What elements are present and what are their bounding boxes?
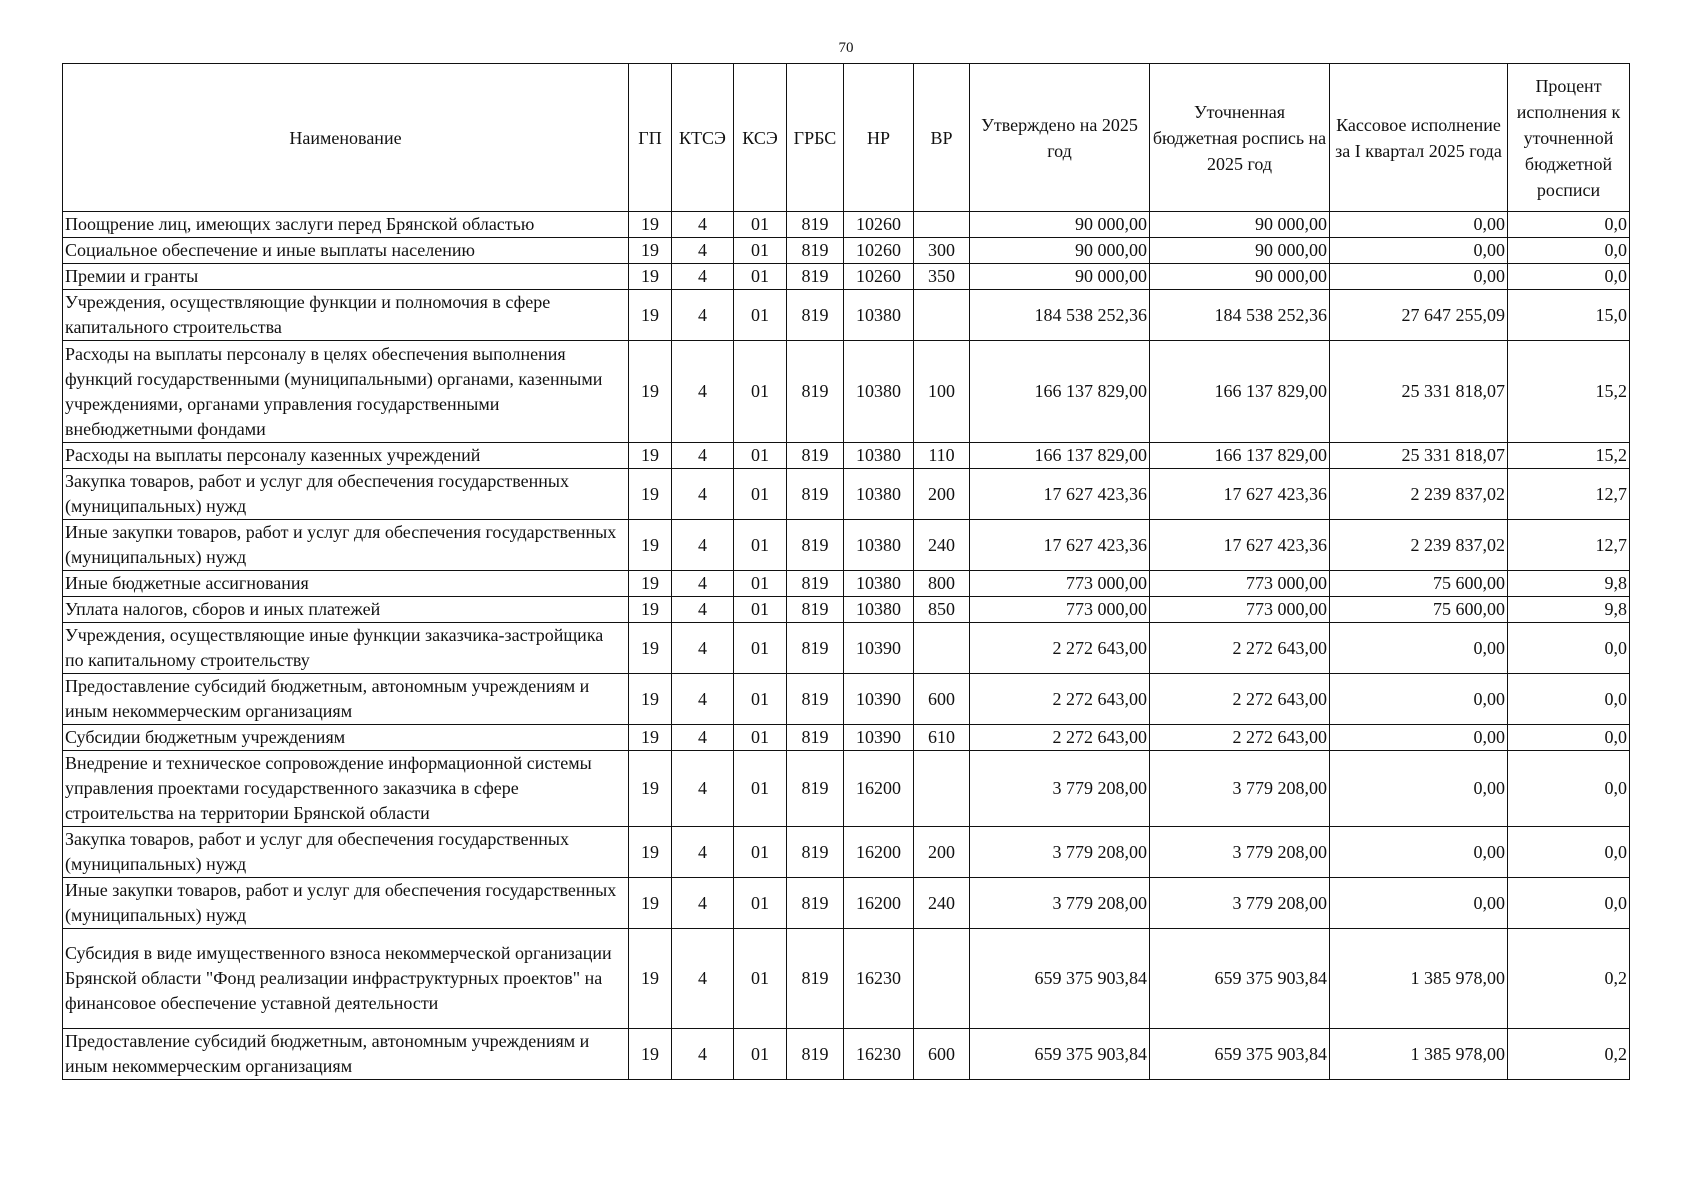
table-row — [63, 878, 1630, 929]
cell-name: Расходы на выплаты персоналу казенных учреждений — [63, 443, 629, 469]
cell-cash: 0,00 — [1330, 827, 1508, 878]
cell-percent: 0,0 — [1508, 238, 1630, 264]
cell-gp: 19 — [629, 623, 672, 674]
cell-refined: 3 779 208,00 — [1150, 827, 1330, 878]
cell-refined: 773 000,00 — [1150, 597, 1330, 623]
cell-percent: 12,7 — [1508, 469, 1630, 520]
header-ktse: КТСЭ — [672, 64, 734, 212]
cell-refined: 166 137 829,00 — [1150, 341, 1330, 443]
cell-refined: 17 627 423,36 — [1150, 520, 1330, 571]
cell-percent: 0,0 — [1508, 623, 1630, 674]
cell-percent: 9,8 — [1508, 571, 1630, 597]
table-row — [63, 264, 1630, 290]
cell-name: Поощрение лиц, имеющих заслуги перед Брянской областью — [63, 212, 629, 238]
cell-cash: 0,00 — [1330, 623, 1508, 674]
cell-np: 16200 — [844, 751, 914, 827]
table-row — [63, 341, 1630, 443]
cell-gp: 19 — [629, 827, 672, 878]
cell-kse: 01 — [734, 520, 787, 571]
cell-name: Субсидия в виде имущественного взноса некоммерческой организации Брянской области "Фонд реализации инфраструктурных проектов" на финансовое обеспечение уставной деятельности — [63, 929, 629, 1029]
cell-approved: 2 272 643,00 — [970, 725, 1150, 751]
budget-table — [62, 63, 1630, 1080]
cell-vr — [914, 751, 970, 827]
cell-gp: 19 — [629, 674, 672, 725]
cell-refined: 2 272 643,00 — [1150, 674, 1330, 725]
cell-cash: 27 647 255,09 — [1330, 290, 1508, 341]
cell-np: 10260 — [844, 264, 914, 290]
cell-np: 16200 — [844, 878, 914, 929]
cell-grbs: 819 — [787, 725, 844, 751]
cell-np: 10260 — [844, 212, 914, 238]
cell-np: 10380 — [844, 443, 914, 469]
cell-percent: 0,0 — [1508, 674, 1630, 725]
cell-name: Учреждения, осуществляющие функции и полномочия в сфере капитального строительства — [63, 290, 629, 341]
cell-approved: 17 627 423,36 — [970, 520, 1150, 571]
cell-grbs: 819 — [787, 341, 844, 443]
cell-percent: 0,0 — [1508, 827, 1630, 878]
cell-vr — [914, 290, 970, 341]
cell-gp: 19 — [629, 1029, 672, 1080]
cell-ktse: 4 — [672, 597, 734, 623]
cell-name: Предоставление субсидий бюджетным, автономным учреждениям и иным некоммерческим организациям — [63, 674, 629, 725]
cell-refined: 166 137 829,00 — [1150, 443, 1330, 469]
cell-name: Уплата налогов, сборов и иных платежей — [63, 597, 629, 623]
cell-vr: 600 — [914, 674, 970, 725]
cell-name: Иные бюджетные ассигнования — [63, 571, 629, 597]
cell-np: 10380 — [844, 469, 914, 520]
cell-gp: 19 — [629, 341, 672, 443]
cell-refined: 17 627 423,36 — [1150, 469, 1330, 520]
cell-ktse: 4 — [672, 878, 734, 929]
table-row — [63, 238, 1630, 264]
cell-percent: 0,0 — [1508, 751, 1630, 827]
cell-np: 10260 — [844, 238, 914, 264]
table-row — [63, 520, 1630, 571]
cell-approved: 3 779 208,00 — [970, 878, 1150, 929]
cell-percent: 15,0 — [1508, 290, 1630, 341]
cell-np: 16200 — [844, 827, 914, 878]
cell-grbs: 819 — [787, 674, 844, 725]
table-row — [63, 725, 1630, 751]
cell-refined: 90 000,00 — [1150, 212, 1330, 238]
table-row — [63, 443, 1630, 469]
cell-percent: 15,2 — [1508, 443, 1630, 469]
cell-grbs: 819 — [787, 212, 844, 238]
cell-kse: 01 — [734, 571, 787, 597]
cell-approved: 166 137 829,00 — [970, 443, 1150, 469]
cell-kse: 01 — [734, 878, 787, 929]
cell-ktse: 4 — [672, 290, 734, 341]
table-row — [63, 597, 1630, 623]
cell-vr: 800 — [914, 571, 970, 597]
cell-percent: 0,0 — [1508, 878, 1630, 929]
cell-vr — [914, 929, 970, 1029]
cell-cash: 1 385 978,00 — [1330, 929, 1508, 1029]
table-row — [63, 827, 1630, 878]
cell-cash: 0,00 — [1330, 725, 1508, 751]
header-approved: Утверждено на 2025 год — [970, 64, 1150, 212]
cell-ktse: 4 — [672, 571, 734, 597]
cell-name: Закупка товаров, работ и услуг для обеспечения государственных (муниципальных) нужд — [63, 827, 629, 878]
cell-kse: 01 — [734, 725, 787, 751]
cell-ktse: 4 — [672, 212, 734, 238]
cell-vr: 850 — [914, 597, 970, 623]
cell-approved: 166 137 829,00 — [970, 341, 1150, 443]
cell-ktse: 4 — [672, 623, 734, 674]
cell-ktse: 4 — [672, 341, 734, 443]
cell-ktse: 4 — [672, 443, 734, 469]
cell-percent: 15,2 — [1508, 341, 1630, 443]
cell-approved: 2 272 643,00 — [970, 674, 1150, 725]
cell-percent: 9,8 — [1508, 597, 1630, 623]
header-gp: ГП — [629, 64, 672, 212]
cell-np: 10390 — [844, 725, 914, 751]
cell-cash: 0,00 — [1330, 674, 1508, 725]
cell-gp: 19 — [629, 520, 672, 571]
cell-kse: 01 — [734, 264, 787, 290]
table-row — [63, 1029, 1630, 1080]
cell-ktse: 4 — [672, 469, 734, 520]
cell-vr: 100 — [914, 341, 970, 443]
cell-kse: 01 — [734, 751, 787, 827]
cell-approved: 659 375 903,84 — [970, 1029, 1150, 1080]
cell-grbs: 819 — [787, 238, 844, 264]
header-percent: Процент исполнения к уточненной бюджетной росписи — [1508, 64, 1630, 212]
cell-refined: 2 272 643,00 — [1150, 623, 1330, 674]
cell-name: Учреждения, осуществляющие иные функции заказчика-застройщика по капитальному строительству — [63, 623, 629, 674]
table-row — [63, 571, 1630, 597]
cell-grbs: 819 — [787, 597, 844, 623]
cell-grbs: 819 — [787, 623, 844, 674]
cell-ktse: 4 — [672, 827, 734, 878]
cell-cash: 0,00 — [1330, 264, 1508, 290]
cell-np: 10380 — [844, 571, 914, 597]
cell-np: 16230 — [844, 929, 914, 1029]
cell-refined: 3 779 208,00 — [1150, 751, 1330, 827]
cell-ktse: 4 — [672, 264, 734, 290]
header-refined: Уточненная бюджетная роспись на 2025 год — [1150, 64, 1330, 212]
cell-vr — [914, 212, 970, 238]
cell-kse: 01 — [734, 238, 787, 264]
cell-grbs: 819 — [787, 751, 844, 827]
cell-approved: 184 538 252,36 — [970, 290, 1150, 341]
table-row — [63, 623, 1630, 674]
cell-cash: 0,00 — [1330, 238, 1508, 264]
cell-grbs: 819 — [787, 1029, 844, 1080]
cell-vr: 200 — [914, 827, 970, 878]
cell-cash: 75 600,00 — [1330, 571, 1508, 597]
cell-gp: 19 — [629, 751, 672, 827]
cell-grbs: 819 — [787, 571, 844, 597]
cell-name: Внедрение и техническое сопровождение информационной системы управления проектами государственного заказчика в сфере строительства на территории Брянской области — [63, 751, 629, 827]
cell-grbs: 819 — [787, 443, 844, 469]
cell-refined: 2 272 643,00 — [1150, 725, 1330, 751]
cell-name: Субсидии бюджетным учреждениям — [63, 725, 629, 751]
header-cash: Кассовое исполнение за I квартал 2025 года — [1330, 64, 1508, 212]
cell-gp: 19 — [629, 238, 672, 264]
header-name: Наименование — [63, 64, 629, 212]
header-np: НР — [844, 64, 914, 212]
cell-kse: 01 — [734, 597, 787, 623]
cell-vr: 600 — [914, 1029, 970, 1080]
cell-kse: 01 — [734, 827, 787, 878]
cell-gp: 19 — [629, 443, 672, 469]
cell-gp: 19 — [629, 290, 672, 341]
cell-cash: 1 385 978,00 — [1330, 1029, 1508, 1080]
cell-gp: 19 — [629, 264, 672, 290]
cell-kse: 01 — [734, 341, 787, 443]
table-body — [63, 212, 1630, 1080]
cell-grbs: 819 — [787, 878, 844, 929]
cell-cash: 25 331 818,07 — [1330, 341, 1508, 443]
table-row — [63, 929, 1630, 1029]
cell-vr: 610 — [914, 725, 970, 751]
cell-cash: 2 239 837,02 — [1330, 520, 1508, 571]
cell-vr: 350 — [914, 264, 970, 290]
cell-grbs: 819 — [787, 827, 844, 878]
cell-kse: 01 — [734, 623, 787, 674]
table-row — [63, 212, 1630, 238]
header-vr: ВР — [914, 64, 970, 212]
cell-grbs: 819 — [787, 264, 844, 290]
cell-approved: 90 000,00 — [970, 264, 1150, 290]
header-row — [63, 64, 1630, 212]
cell-approved: 773 000,00 — [970, 597, 1150, 623]
cell-vr — [914, 623, 970, 674]
cell-ktse: 4 — [672, 751, 734, 827]
cell-gp: 19 — [629, 597, 672, 623]
cell-grbs: 819 — [787, 929, 844, 1029]
cell-np: 10380 — [844, 290, 914, 341]
cell-np: 10380 — [844, 341, 914, 443]
cell-refined: 773 000,00 — [1150, 571, 1330, 597]
cell-ktse: 4 — [672, 238, 734, 264]
cell-approved: 17 627 423,36 — [970, 469, 1150, 520]
cell-approved: 3 779 208,00 — [970, 827, 1150, 878]
cell-ktse: 4 — [672, 674, 734, 725]
cell-percent: 0,0 — [1508, 264, 1630, 290]
cell-percent: 0,2 — [1508, 1029, 1630, 1080]
cell-name: Иные закупки товаров, работ и услуг для обеспечения государственных (муниципальных) нужд — [63, 878, 629, 929]
cell-percent: 0,0 — [1508, 212, 1630, 238]
cell-name: Премии и гранты — [63, 264, 629, 290]
cell-vr: 200 — [914, 469, 970, 520]
header-grbs: ГРБС — [787, 64, 844, 212]
cell-vr: 300 — [914, 238, 970, 264]
cell-ktse: 4 — [672, 1029, 734, 1080]
table-row — [63, 290, 1630, 341]
cell-gp: 19 — [629, 878, 672, 929]
table-row — [63, 469, 1630, 520]
header-kse: КСЭ — [734, 64, 787, 212]
cell-grbs: 819 — [787, 290, 844, 341]
cell-name: Предоставление субсидий бюджетным, автономным учреждениям и иным некоммерческим организациям — [63, 1029, 629, 1080]
cell-refined: 184 538 252,36 — [1150, 290, 1330, 341]
cell-kse: 01 — [734, 469, 787, 520]
cell-ktse: 4 — [672, 929, 734, 1029]
cell-cash: 0,00 — [1330, 212, 1508, 238]
cell-refined: 90 000,00 — [1150, 238, 1330, 264]
cell-cash: 0,00 — [1330, 751, 1508, 827]
cell-kse: 01 — [734, 1029, 787, 1080]
cell-name: Закупка товаров, работ и услуг для обеспечения государственных (муниципальных) нужд — [63, 469, 629, 520]
page-number: 70 — [838, 40, 854, 56]
table-row — [63, 674, 1630, 725]
cell-name: Расходы на выплаты персоналу в целях обеспечения выполнения функций государственными (муниципальными) органами, казенными учреждениями, органами управления государственными внебюджетными фондами — [63, 341, 629, 443]
cell-refined: 659 375 903,84 — [1150, 1029, 1330, 1080]
cell-approved: 90 000,00 — [970, 238, 1150, 264]
cell-np: 16230 — [844, 1029, 914, 1080]
cell-refined: 659 375 903,84 — [1150, 929, 1330, 1029]
cell-percent: 0,0 — [1508, 725, 1630, 751]
cell-gp: 19 — [629, 571, 672, 597]
cell-approved: 773 000,00 — [970, 571, 1150, 597]
cell-np: 10390 — [844, 623, 914, 674]
cell-grbs: 819 — [787, 469, 844, 520]
cell-np: 10380 — [844, 520, 914, 571]
cell-np: 10380 — [844, 597, 914, 623]
cell-ktse: 4 — [672, 520, 734, 571]
cell-ktse: 4 — [672, 725, 734, 751]
cell-name: Социальное обеспечение и иные выплаты населению — [63, 238, 629, 264]
cell-gp: 19 — [629, 929, 672, 1029]
cell-grbs: 819 — [787, 520, 844, 571]
cell-vr: 110 — [914, 443, 970, 469]
cell-kse: 01 — [734, 443, 787, 469]
cell-approved: 659 375 903,84 — [970, 929, 1150, 1029]
cell-cash: 75 600,00 — [1330, 597, 1508, 623]
cell-refined: 3 779 208,00 — [1150, 878, 1330, 929]
cell-approved: 90 000,00 — [970, 212, 1150, 238]
cell-gp: 19 — [629, 725, 672, 751]
cell-gp: 19 — [629, 469, 672, 520]
cell-gp: 19 — [629, 212, 672, 238]
cell-refined: 90 000,00 — [1150, 264, 1330, 290]
cell-percent: 0,2 — [1508, 929, 1630, 1029]
cell-approved: 3 779 208,00 — [970, 751, 1150, 827]
cell-cash: 0,00 — [1330, 878, 1508, 929]
cell-cash: 25 331 818,07 — [1330, 443, 1508, 469]
cell-kse: 01 — [734, 212, 787, 238]
cell-percent: 12,7 — [1508, 520, 1630, 571]
cell-name: Иные закупки товаров, работ и услуг для обеспечения государственных (муниципальных) нужд — [63, 520, 629, 571]
cell-np: 10390 — [844, 674, 914, 725]
cell-cash: 2 239 837,02 — [1330, 469, 1508, 520]
table-row — [63, 751, 1630, 827]
cell-approved: 2 272 643,00 — [970, 623, 1150, 674]
cell-vr: 240 — [914, 878, 970, 929]
cell-kse: 01 — [734, 290, 787, 341]
cell-kse: 01 — [734, 674, 787, 725]
cell-vr: 240 — [914, 520, 970, 571]
cell-kse: 01 — [734, 929, 787, 1029]
